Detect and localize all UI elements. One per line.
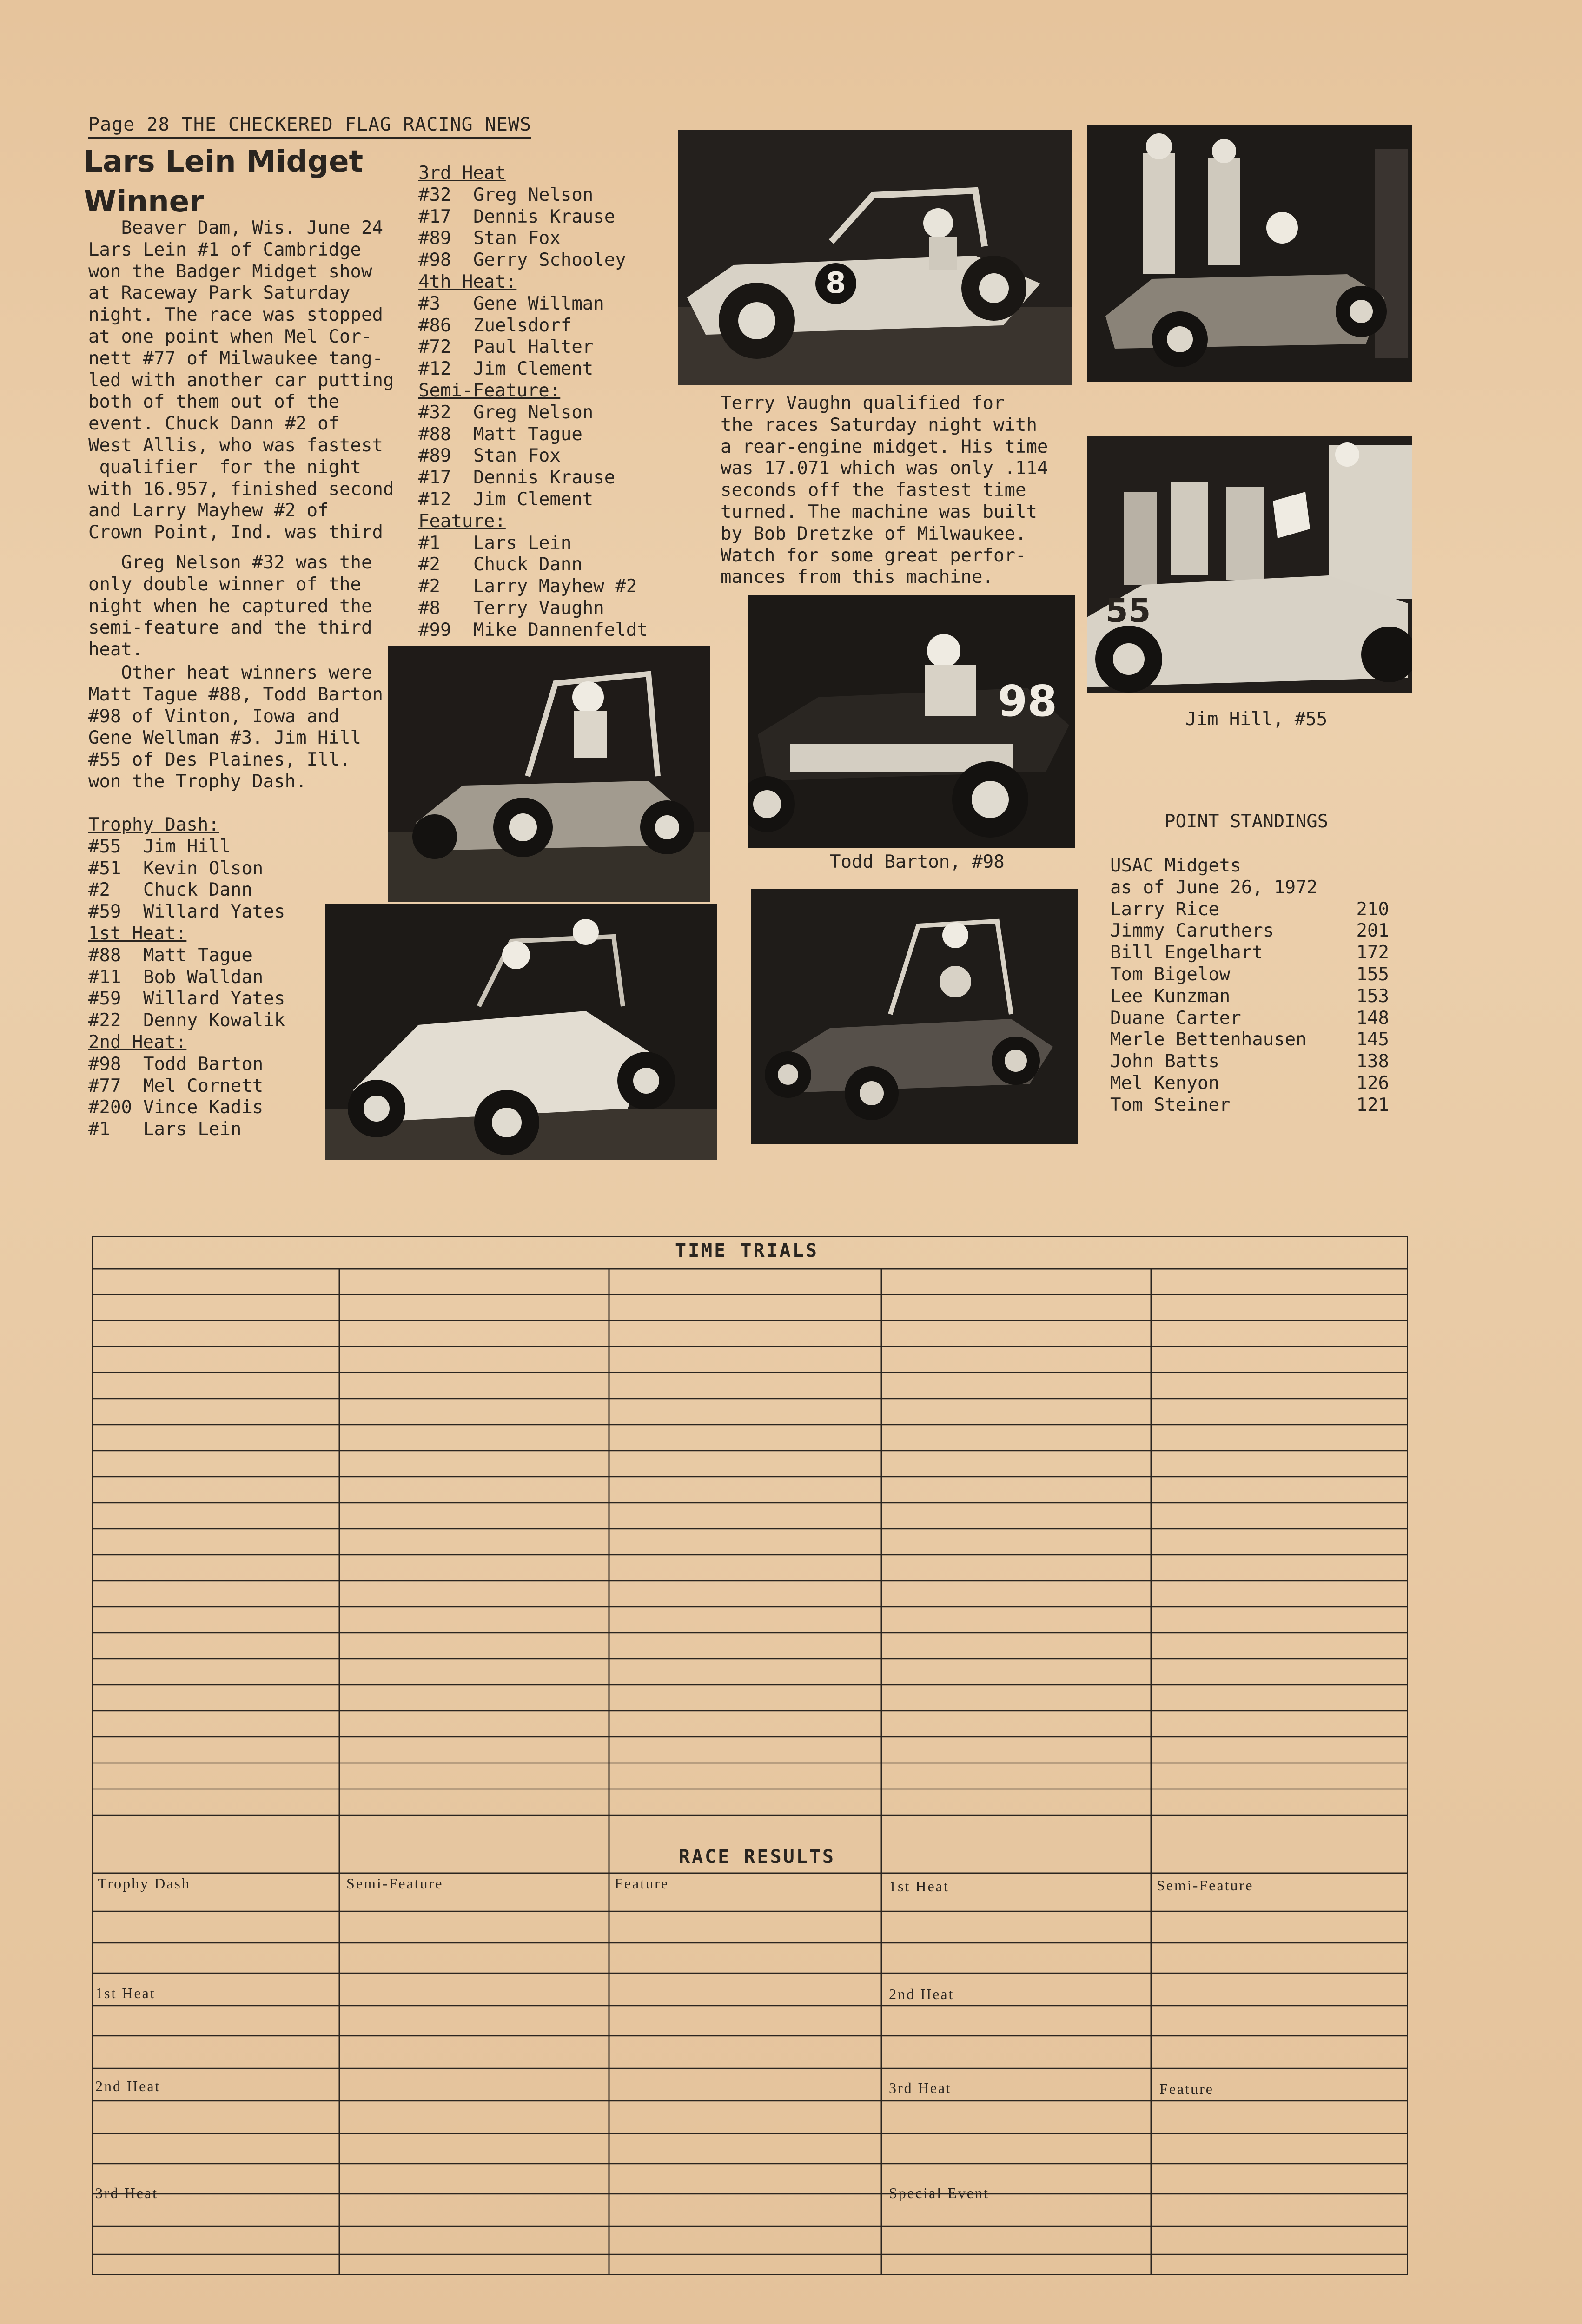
car-number: #1 — [88, 1119, 110, 1140]
caption-line: the races Saturday night with — [721, 414, 1037, 436]
page-number: Page 28 — [88, 114, 170, 135]
result-row — [418, 185, 648, 206]
standings-driver: Merle Bettenhausen — [1110, 1029, 1307, 1050]
label-third-heat-right: 3rd Heat — [889, 2080, 952, 2096]
caption-line: a rear-engine midget. His time — [721, 436, 1048, 457]
standings-points: 145 — [1356, 1029, 1389, 1050]
article-line: at Raceway Park Saturday — [88, 283, 351, 304]
label-semi-feature-1: Semi-Feature — [346, 1875, 443, 1892]
result-row — [88, 1054, 285, 1076]
result-row — [88, 1010, 285, 1032]
result-row — [418, 293, 648, 315]
standings-driver: Tom Bigelow — [1110, 964, 1231, 985]
driver-name: Vince Kadis — [143, 1097, 264, 1118]
driver-name: Matt Tague — [143, 944, 252, 966]
result-row — [418, 533, 648, 555]
driver-name: Kevin Olson — [143, 858, 264, 879]
race-results-title: RACE RESULTS — [679, 1846, 835, 1868]
headline-line-2: Winner — [84, 185, 204, 219]
standings-row — [1110, 1073, 1389, 1095]
standings-points: 155 — [1356, 964, 1389, 985]
car-number: #59 — [88, 988, 121, 1010]
standings-driver: Larry Rice — [1110, 898, 1219, 920]
caption-line: mances from this machine. — [721, 567, 993, 588]
race-car-photo-icon — [388, 646, 710, 902]
driver-name: Willard Yates — [143, 901, 285, 923]
result-row — [88, 945, 285, 967]
driver-name: Mel Cornett — [143, 1075, 264, 1096]
result-heading: 1st Heat: — [88, 923, 187, 944]
race-car-photo-icon — [751, 889, 1078, 1144]
driver-name: Bob Walldan — [143, 966, 264, 988]
result-row — [88, 1097, 285, 1119]
point-standings-title: POINT STANDINGS — [1165, 811, 1329, 832]
article-line: qualifier for the night — [88, 456, 361, 478]
car-number: #22 — [88, 1010, 121, 1031]
car-number: #98 — [88, 1053, 121, 1075]
article-line: Greg Nelson #32 was the — [88, 552, 372, 573]
race-car-photo-icon — [325, 904, 717, 1160]
article-line: and Larry Mayhew #2 of — [88, 500, 329, 522]
standings-row — [1110, 1029, 1389, 1051]
article-line: Crown Point, Ind. was third — [88, 522, 383, 543]
car-number: #88 — [88, 944, 121, 966]
standings-row — [1110, 1095, 1389, 1116]
car-number: #59 — [88, 901, 121, 923]
result-row — [418, 620, 648, 641]
label-second-heat-left: 2nd Heat — [95, 2078, 161, 2094]
driver-name: Terry Vaughn — [473, 597, 604, 619]
driver-name: Jim Clement — [473, 358, 594, 380]
caption-todd-barton: Todd Barton, #98 — [830, 852, 1005, 872]
car-number: #89 — [418, 445, 451, 467]
result-row — [418, 228, 648, 250]
driver-name: Gene Willman — [473, 293, 604, 314]
page-header — [88, 114, 531, 139]
result-row — [88, 836, 285, 858]
photo-midget-cornering — [388, 646, 710, 902]
label-semi-feature-2: Semi-Feature — [1157, 1877, 1254, 1894]
driver-name: Jim Clement — [473, 489, 594, 510]
caption-line: Terry Vaughn qualified for — [721, 393, 1005, 414]
car-number-8: 8 — [826, 266, 846, 300]
standings-row — [1110, 986, 1389, 1008]
label-second-heat-right: 2nd Heat — [889, 1986, 954, 2002]
car-number: #1 — [418, 532, 440, 554]
trophy-photo-icon — [1087, 436, 1412, 693]
car-number: #99 — [418, 619, 451, 640]
result-row — [88, 967, 285, 989]
crew-photo-icon — [1087, 125, 1412, 382]
article-line: heat. — [88, 639, 143, 660]
driver-name: Paul Halter — [473, 337, 594, 358]
publication-name: THE CHECKERED FLAG RACING NEWS — [181, 114, 532, 135]
article-headline — [84, 142, 409, 222]
result-heading: Feature: — [418, 510, 506, 532]
result-row — [418, 358, 648, 380]
article-line: Lars Lein #1 of Cambridge — [88, 239, 361, 260]
time-trials-title: TIME TRIALS — [675, 1240, 819, 1261]
label-third-heat-left: 3rd Heat — [95, 2185, 159, 2201]
caption-line: Watch for some great perfor- — [721, 545, 1026, 566]
article-line: Matt Tague #88, Todd Barton — [88, 684, 383, 705]
results-list-middle — [418, 163, 648, 641]
driver-name: Zuelsdorf — [473, 315, 572, 336]
car-number: #200 — [88, 1097, 132, 1118]
result-heading: 3rd Heat — [418, 163, 506, 184]
label-feature-1: Feature — [615, 1875, 669, 1892]
article-line: won the Trophy Dash. — [88, 771, 307, 792]
photo-vaughn-rear-engine — [678, 130, 1072, 385]
point-standings-table — [1110, 855, 1389, 1116]
car-number: #72 — [418, 337, 451, 358]
standings-points: 210 — [1356, 898, 1389, 920]
car-number: #17 — [418, 467, 451, 489]
article-line: both of them out of the — [88, 391, 340, 413]
result-row — [88, 858, 285, 880]
photo-jim-hill — [1087, 436, 1412, 693]
photo-group-with-car — [1087, 125, 1412, 382]
standings-driver: Bill Engelhart — [1110, 942, 1263, 964]
result-row — [88, 1119, 285, 1141]
standings-row — [1110, 942, 1389, 964]
driver-name: Lars Lein — [143, 1119, 242, 1140]
car-number: #77 — [88, 1075, 121, 1096]
car-number: #12 — [418, 358, 451, 380]
driver-name: Larry Mayhew #2 — [473, 576, 637, 597]
article-line: West Allis, who was fastest — [88, 435, 383, 456]
article-line: led with another car putting — [88, 370, 394, 391]
result-heading: 4th Heat: — [418, 271, 517, 292]
result-row — [418, 206, 648, 228]
article-paragraph-3 — [88, 662, 383, 793]
standings-points: 121 — [1356, 1094, 1389, 1116]
article-line: with 16.957, finished second — [88, 478, 394, 500]
result-row — [418, 554, 648, 576]
car-number: #55 — [88, 836, 121, 857]
result-row — [418, 315, 648, 337]
standings-points: 148 — [1356, 1007, 1389, 1029]
standings-driver: Duane Carter — [1110, 1007, 1241, 1029]
result-heading: Trophy Dash: — [88, 814, 219, 835]
article-line: at one point when Mel Cor- — [88, 326, 372, 347]
driver-name: Stan Fox — [473, 228, 561, 249]
standings-row — [1110, 1008, 1389, 1030]
article-line: #98 of Vinton, Iowa and — [88, 706, 340, 727]
car-number: #32 — [418, 184, 451, 205]
driver-name: Dennis Krause — [473, 206, 616, 227]
car-number: #11 — [88, 966, 121, 988]
article-line: night when he captured the — [88, 595, 372, 617]
result-row — [88, 1076, 285, 1097]
driver-name: Matt Tague — [473, 423, 582, 445]
result-row — [418, 250, 648, 271]
label-feature-2: Feature — [1159, 2080, 1214, 2097]
article-line: Other heat winners were — [88, 662, 372, 683]
photo-todd-barton — [748, 595, 1075, 848]
standings-driver: John Batts — [1110, 1051, 1219, 1072]
standings-subtitle-1: USAC Midgets — [1110, 855, 1241, 876]
car-number: #2 — [88, 879, 110, 901]
race-car-photo-icon — [678, 130, 1072, 385]
standings-points: 138 — [1356, 1051, 1389, 1072]
car-number-55: 55 — [1105, 592, 1151, 630]
driver-name: Mike Dannenfeldt — [473, 619, 648, 640]
standings-points: 126 — [1356, 1072, 1389, 1094]
article-line: semi-feature and the third — [88, 617, 372, 639]
standings-subtitle-2: as of June 26, 1972 — [1110, 877, 1318, 898]
driver-name: Jim Hill — [143, 836, 231, 857]
form-grid — [92, 1236, 1408, 2275]
car-number: #89 — [418, 228, 451, 249]
article-line: Gene Wellman #3. Jim Hill — [88, 727, 361, 749]
standings-driver: Lee Kunzman — [1110, 985, 1231, 1007]
result-row — [418, 402, 648, 424]
label-special-event: Special Event — [889, 2185, 989, 2201]
article-paragraph-1 — [88, 218, 394, 544]
car-number: #2 — [418, 554, 440, 575]
result-row — [418, 445, 648, 467]
result-heading: 2nd Heat: — [88, 1031, 187, 1053]
caption-line: by Bob Dretzke of Milwaukee. — [721, 523, 1026, 544]
standings-points: 201 — [1356, 920, 1389, 942]
standings-driver: Jimmy Caruthers — [1110, 920, 1274, 942]
driver-name: Lars Lein — [473, 532, 572, 554]
article-line: night. The race was stopped — [88, 304, 383, 326]
car-number: #88 — [418, 423, 451, 445]
article-line: Beaver Dam, Wis. June 24 — [88, 218, 383, 238]
article-line: won the Badger Midget show — [88, 261, 372, 282]
driver-name: Stan Fox — [473, 445, 561, 467]
result-row — [418, 337, 648, 358]
caption-vaughn — [721, 393, 1048, 588]
car-number: #51 — [88, 858, 121, 879]
standings-row — [1110, 1051, 1389, 1073]
result-row — [418, 467, 648, 489]
standings-points: 153 — [1356, 985, 1389, 1007]
driver-name: Gerry Schooley — [473, 250, 626, 271]
result-row — [418, 576, 648, 598]
car-number-98: 98 — [997, 676, 1058, 726]
result-row — [88, 879, 285, 901]
race-car-photo-icon — [748, 595, 1075, 848]
driver-name: Dennis Krause — [473, 467, 616, 489]
photo-midget-night-2 — [751, 889, 1078, 1144]
car-number: #8 — [418, 597, 440, 619]
car-number: #86 — [418, 315, 451, 336]
article-line: nett #77 of Milwaukee tang- — [88, 348, 383, 369]
standings-driver: Mel Kenyon — [1110, 1072, 1219, 1094]
driver-name: Greg Nelson — [473, 402, 594, 423]
article-paragraph-2 — [88, 552, 372, 661]
car-number: #32 — [418, 402, 451, 423]
headline-line-1: Lars Lein Midget — [84, 145, 364, 179]
car-number: #98 — [418, 250, 451, 271]
standings-row — [1110, 964, 1389, 986]
result-row — [418, 598, 648, 620]
result-row — [88, 988, 285, 1010]
driver-name: Greg Nelson — [473, 184, 594, 205]
standings-driver: Tom Steiner — [1110, 1094, 1231, 1116]
photo-sprint-car-night — [325, 904, 717, 1160]
caption-line: was 17.071 which was only .114 — [721, 458, 1048, 479]
car-number: #12 — [418, 489, 451, 510]
label-trophy-dash: Trophy Dash — [98, 1875, 191, 1892]
standings-points: 172 — [1356, 942, 1389, 964]
results-list-left — [88, 814, 285, 1141]
caption-line: turned. The machine was built — [721, 501, 1037, 522]
car-number: #3 — [418, 293, 440, 314]
result-row — [418, 489, 648, 511]
label-first-heat-right: 1st Heat — [889, 1878, 949, 1895]
result-row — [88, 901, 285, 923]
car-number: #17 — [418, 206, 451, 227]
caption-jim-hill: Jim Hill, #55 — [1185, 709, 1328, 730]
driver-name: Chuck Dann — [473, 554, 582, 575]
article-line: event. Chuck Dann #2 of — [88, 413, 340, 435]
driver-name: Willard Yates — [143, 988, 285, 1010]
result-row — [418, 424, 648, 446]
article-line: only double winner of the — [88, 574, 361, 595]
caption-line: seconds off the fastest time — [721, 480, 1026, 501]
driver-name: Chuck Dann — [143, 879, 252, 901]
standings-row — [1110, 899, 1389, 921]
label-first-heat-left: 1st Heat — [95, 1985, 156, 2001]
driver-name: Denny Kowalik — [143, 1010, 285, 1031]
driver-name: Todd Barton — [143, 1053, 264, 1075]
standings-row — [1110, 920, 1389, 942]
blank-results-form — [92, 1236, 1408, 2275]
article-line: #55 of Des Plaines, Ill. — [88, 749, 351, 771]
result-heading: Semi-Feature: — [418, 380, 561, 401]
car-number: #2 — [418, 576, 440, 597]
